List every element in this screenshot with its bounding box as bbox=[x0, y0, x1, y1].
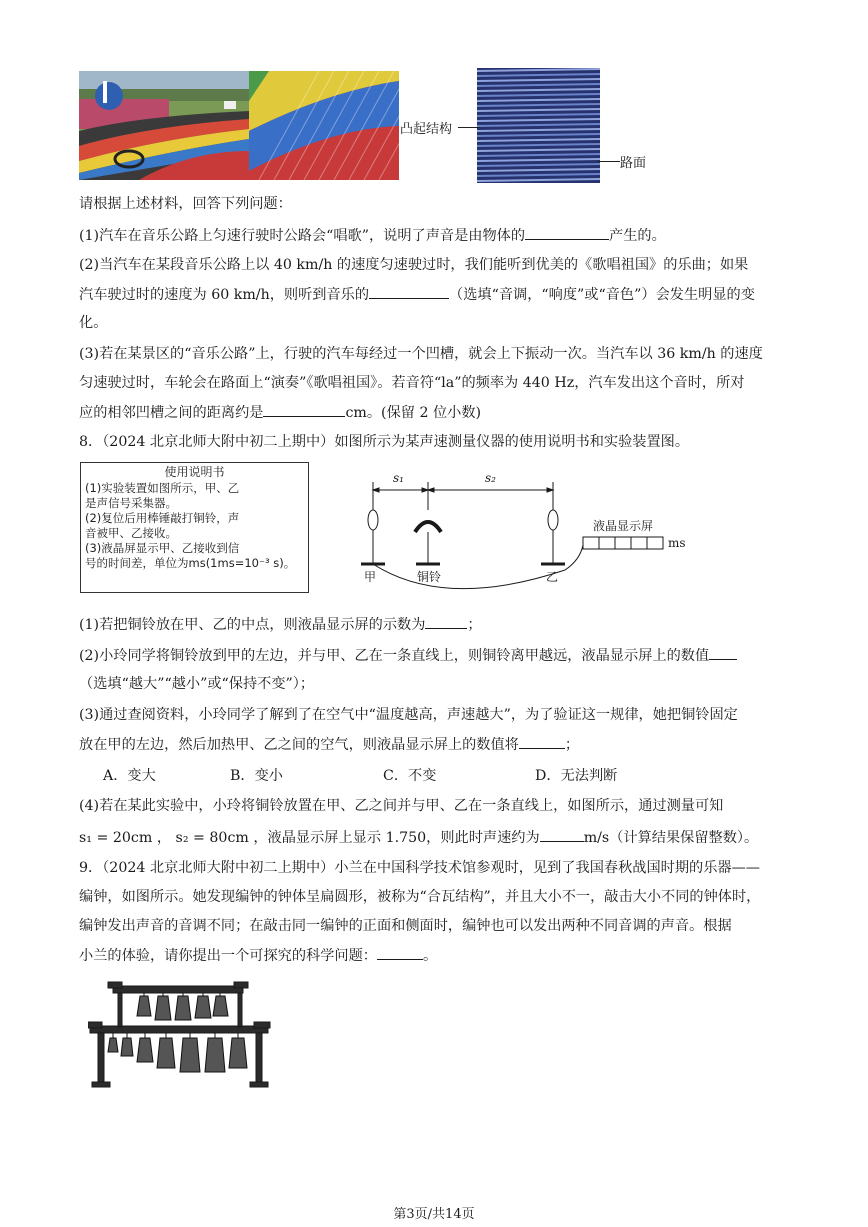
manual-title: 使用说明书 bbox=[164, 465, 225, 479]
q9-line2: 编钟，如图所示。她发现编钟的钟体呈扁圆形，被称为“合瓦结构”，并且大小不一，敲击大小不同的钟体时， bbox=[79, 889, 761, 905]
manual-line: (3)液晶屏显示甲、乙接收到信 bbox=[85, 541, 240, 555]
lcd-label: 液晶显示屏 bbox=[593, 519, 654, 533]
receiver-jia-label: 甲 bbox=[364, 570, 377, 584]
lcd-unit-label: ms bbox=[668, 536, 686, 550]
q7-part3-line3: 应的相邻凹槽之间的距离约是 cm。(保留 2 位小数) bbox=[79, 402, 481, 423]
q7-part2-line3: 化。 bbox=[79, 315, 108, 331]
apparatus-diagram bbox=[355, 470, 715, 590]
manual-line: 音被甲、乙接收。 bbox=[85, 526, 177, 540]
q8-part4-line2: s₁ = 20cm ， s₂ = 80cm ，液晶显示屏上显示 1.750，则此时声速约为 m/s（计算结果保留整数）。 bbox=[79, 827, 758, 848]
q8-part4-blank[interactable] bbox=[540, 827, 584, 842]
ridge-structure-label: 凸起结构 bbox=[400, 122, 453, 137]
ridge-pointer-line bbox=[458, 127, 480, 128]
choice-c[interactable]: C．不变 bbox=[383, 768, 437, 784]
q8-part1: (1)若把铜铃放在甲、乙的中点，则液晶显示屏的示数为 ； bbox=[79, 614, 482, 635]
q9-line1: 9．（2024 北京北师大附中初二上期中）小兰在中国科学技术馆参观时，见到了我国春秋战国时期的乐器—— bbox=[79, 860, 760, 876]
bianzhong-bells-illustration bbox=[88, 978, 273, 1090]
q8-part1-blank[interactable] bbox=[425, 614, 467, 629]
q7-part3-line1: (3)若在某景区的“音乐公路”上，行驶的汽车每经过一个凹槽，就会上下振动一次。当汽车以 36 km/h 的速度 bbox=[79, 346, 763, 362]
q7-part3-line2: 匀速驶过时，车轮会在路面上“演奏”《歌唱祖国》。若音符“la”的频率为 440 Hz，汽车发出这个音时，所对 bbox=[79, 375, 745, 391]
receiver-yi-label: 乙 bbox=[546, 570, 559, 584]
q8-title: 8．（2024 北京北师大附中初二上期中）如图所示为某声速测量仪器的使用说明书和实验装置图。 bbox=[79, 434, 690, 450]
road-pointer-line bbox=[598, 161, 620, 162]
bell-label: 铜铃 bbox=[417, 570, 442, 584]
q7-part2-blank[interactable] bbox=[369, 284, 449, 299]
choice-a[interactable]: A．变大 bbox=[103, 768, 156, 784]
manual-line: (2)复位后用棒锤敲打铜铃，声 bbox=[85, 511, 240, 525]
manual-line: 是声信号采集器。 bbox=[85, 496, 177, 510]
intro-text: 请根据上述材料，回答下列问题： bbox=[79, 196, 292, 212]
q8-part3-line1: (3)通过查阅资料，小玲同学了解到了在空气中“温度越高，声速越大”，为了验证这一规律，她把铜铃固定 bbox=[79, 707, 738, 723]
q7-part2-line1: (2)当汽车在某段音乐公路上以 40 km/h 的速度匀速驶过时，我们能听到优美的《歌唱祖国》的乐曲；如果 bbox=[79, 257, 749, 273]
q8-part4-line1: (4)若在某此实验中，小玲将铜铃放置在甲、乙之间并与甲、乙在一条直线上，如图所示，通过测量可知 bbox=[79, 798, 724, 814]
s1-label: s₁ bbox=[393, 471, 404, 485]
colored-road-stripes-photo bbox=[249, 71, 399, 180]
page-number: 第3页/共14页 bbox=[393, 1207, 475, 1222]
q7-part1-blank[interactable] bbox=[525, 225, 609, 240]
q8-part2-blank[interactable] bbox=[709, 645, 737, 660]
instruction-manual-box bbox=[80, 462, 309, 593]
q9-line4: 小兰的体验，请你提出一个可探究的科学问题： 。 bbox=[79, 945, 437, 966]
q7-part1: (1)汽车在音乐公路上匀速行驶时公路会“唱歌”，说明了声音是由物体的 产生的。 bbox=[79, 225, 666, 246]
q8-part3-blank[interactable] bbox=[519, 734, 565, 749]
q7-part3-blank[interactable] bbox=[263, 402, 345, 417]
q7-part2-line2: 汽车驶过时的速度为 60 km/h，则听到音乐的 （选填“音调，“响度”或“音色”）会发生明显的变 bbox=[79, 284, 755, 305]
q8-part2-line1: (2)小玲同学将铜铃放到甲的左边，并与甲、乙在一条直线上，则铜铃离甲越远，液晶显示屏上的数值 bbox=[79, 645, 737, 666]
choice-d[interactable]: D．无法判断 bbox=[535, 768, 618, 784]
manual-line: 号的时间差，单位为ms(1ms=10⁻³ s)。 bbox=[85, 556, 296, 570]
s2-label: s₂ bbox=[485, 471, 496, 485]
manual-line: (1)实验装置如图所示，甲、乙 bbox=[85, 481, 240, 495]
q8-part3-line2: 放在甲的左边，然后加热甲、乙之间的空气，则液晶显示屏上的数值将 ； bbox=[79, 734, 579, 755]
choice-b[interactable]: B．变小 bbox=[230, 768, 283, 784]
road-surface-label: 路面 bbox=[620, 156, 647, 171]
q8-part2-line2: （选填“越大”“越小”或“保持不变”）； bbox=[79, 676, 315, 692]
music-road-scenic-photo bbox=[79, 71, 249, 180]
q9-blank[interactable] bbox=[377, 945, 423, 960]
q9-line3: 编钟发出声音的音调不同；在敲击同一编钟的正面和侧面时，编钟也可以发出两种不同音调的声音。根据 bbox=[79, 918, 732, 934]
ridged-road-surface-photo bbox=[477, 68, 600, 183]
